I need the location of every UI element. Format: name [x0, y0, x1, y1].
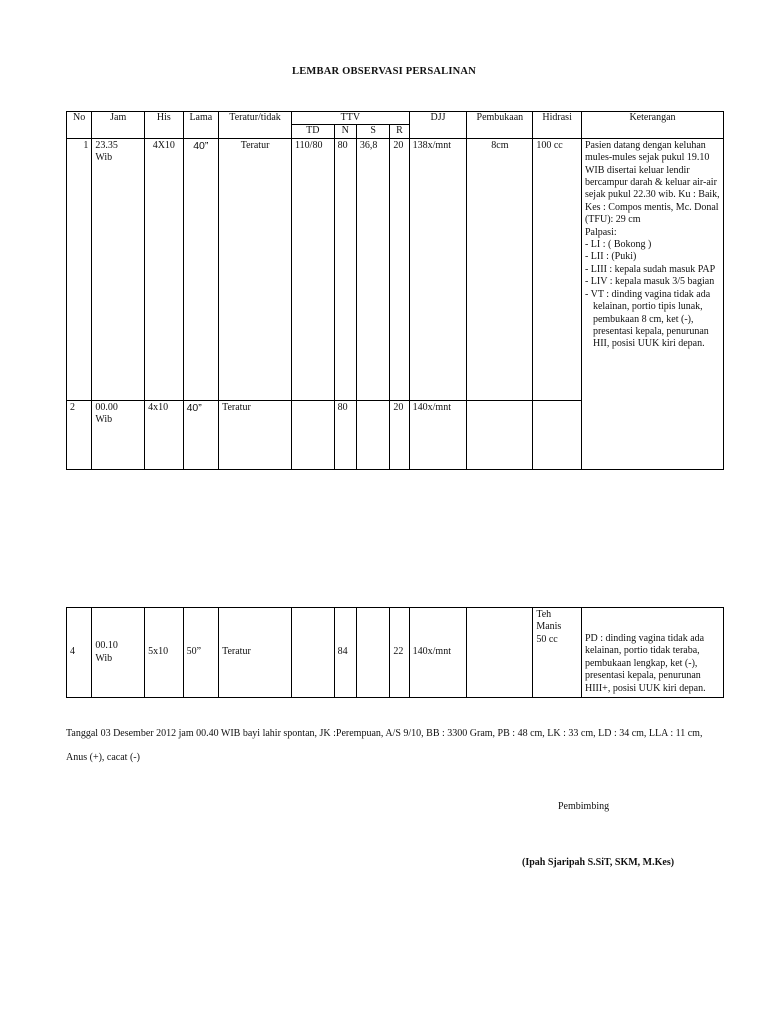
palpasi-label: Palpasi:: [584, 226, 617, 238]
cell-s: 36,8: [356, 138, 389, 400]
cell-teratur: Teratur: [219, 608, 292, 698]
cell-teratur: Teratur: [219, 138, 292, 400]
cell-lama: 40”: [183, 400, 218, 469]
header-td: TD: [292, 125, 335, 138]
cell-djj: 140x/mnt: [409, 608, 467, 698]
cell-keterangan: PD : dinding vagina tidak ada kelainan, portio tidak teraba, pembukaan lengkap, ket (-), presentasi kepala, penurunan HIII+, posisi UUK kiri depan.: [581, 608, 723, 698]
cell-pembukaan: [467, 400, 533, 469]
cell-lama: 50”: [183, 608, 218, 698]
header-ttv: TTV: [292, 112, 410, 125]
header-no: No: [67, 112, 92, 139]
header-pembukaan: Pembukaan: [467, 112, 533, 139]
cell-hidrasi: 100 cc: [533, 138, 582, 400]
header-his: His: [145, 112, 184, 139]
cell-his: 4X10: [145, 138, 184, 400]
cell-td: 110/80: [292, 138, 335, 400]
observation-table: [66, 111, 724, 470]
cell-jam: 00.00 Wib: [92, 400, 145, 469]
header-keterangan: Keterangan: [581, 112, 723, 139]
cell-his: 5x10: [145, 608, 184, 698]
cell-jam: 23.35 Wib: [92, 138, 145, 400]
cell-hidrasi: [533, 400, 582, 469]
palpasi-item: - LI : ( Bokong ): [584, 239, 652, 251]
signature-label: Pembimbing: [558, 801, 610, 812]
cell-pembukaan: 8cm: [467, 138, 533, 400]
cell-s: [356, 608, 389, 698]
palpasi-item: - VT : dinding vagina tidak ada kelainan, portio tipis lunak, pembukaan 8 cm, ket (-), presentasi kepala, penurunan HII, posisi UUK kiri depan.: [584, 288, 711, 350]
cell-td: [292, 608, 335, 698]
cell-n: 80: [334, 400, 356, 469]
cell-lama: 40”: [183, 138, 218, 400]
document-title: LEMBAR OBSERVASI PERSALINAN: [292, 66, 476, 77]
cell-djj: 140x/mnt: [409, 400, 467, 469]
cell-teratur: Teratur: [219, 400, 292, 469]
table-row: [67, 608, 724, 698]
cell-jam: 00.10 Wib: [92, 608, 145, 698]
cell-r: 20: [390, 138, 409, 400]
cell-td: [292, 400, 335, 469]
cell-hidrasi: Teh Manis 50 cc: [533, 608, 582, 698]
cell-no: 4: [67, 608, 92, 698]
table-row: [67, 138, 724, 400]
cell-no: 2: [67, 400, 92, 469]
header-hidrasi: Hidrasi: [533, 112, 582, 139]
palpasi-item: - LII : (Puki): [584, 251, 637, 263]
cell-his: 4x10: [145, 400, 184, 469]
cell-djj: 138x/mnt: [409, 138, 467, 400]
cell-no: 1: [67, 138, 92, 400]
header-r: R: [390, 125, 409, 138]
keterangan-intro: Pasien datang dengan keluhan mules-mules sejak pukul 19.10 WIB disertai keluar lendir bercampur darah & keluar air-air sejak pukul 22.30 wib. Ku : Baik, Kes : Compos mentis, Mc. Donal (TFU): 29 cm: [584, 139, 720, 226]
cell-r: 20: [390, 400, 409, 469]
header-n: N: [334, 125, 356, 138]
cell-n: 84: [334, 608, 356, 698]
observation-table-continued: [66, 607, 724, 698]
palpasi-item: - LIII : kepala sudah masuk PAP: [584, 263, 716, 275]
palpasi-item: - LIV : kepala masuk 3/5 bagian: [584, 276, 715, 288]
cell-keterangan: [581, 138, 723, 469]
cell-r: 22: [390, 608, 409, 698]
header-s: S: [356, 125, 389, 138]
cell-s: [356, 400, 389, 469]
birth-summary-text: Tanggal 03 Desember 2012 jam 00.40 WIB bayi lahir spontan, JK :Perempuan, A/S 9/10, BB : 3300 Gram, PB : 48 cm, LK : 33 cm, LD : 34 cm, LLA : 11 cm, Anus (+), cacat (-): [66, 728, 703, 763]
signature-name: (Ipah Sjaripah S.SiT, SKM, M.Kes): [522, 857, 675, 868]
header-lama: Lama: [183, 112, 218, 139]
cell-n: 80: [334, 138, 356, 400]
header-djj: DJJ: [409, 112, 467, 139]
cell-pembukaan: [467, 608, 533, 698]
header-jam: Jam: [92, 112, 145, 139]
header-teratur: Teratur/tidak: [219, 112, 292, 139]
